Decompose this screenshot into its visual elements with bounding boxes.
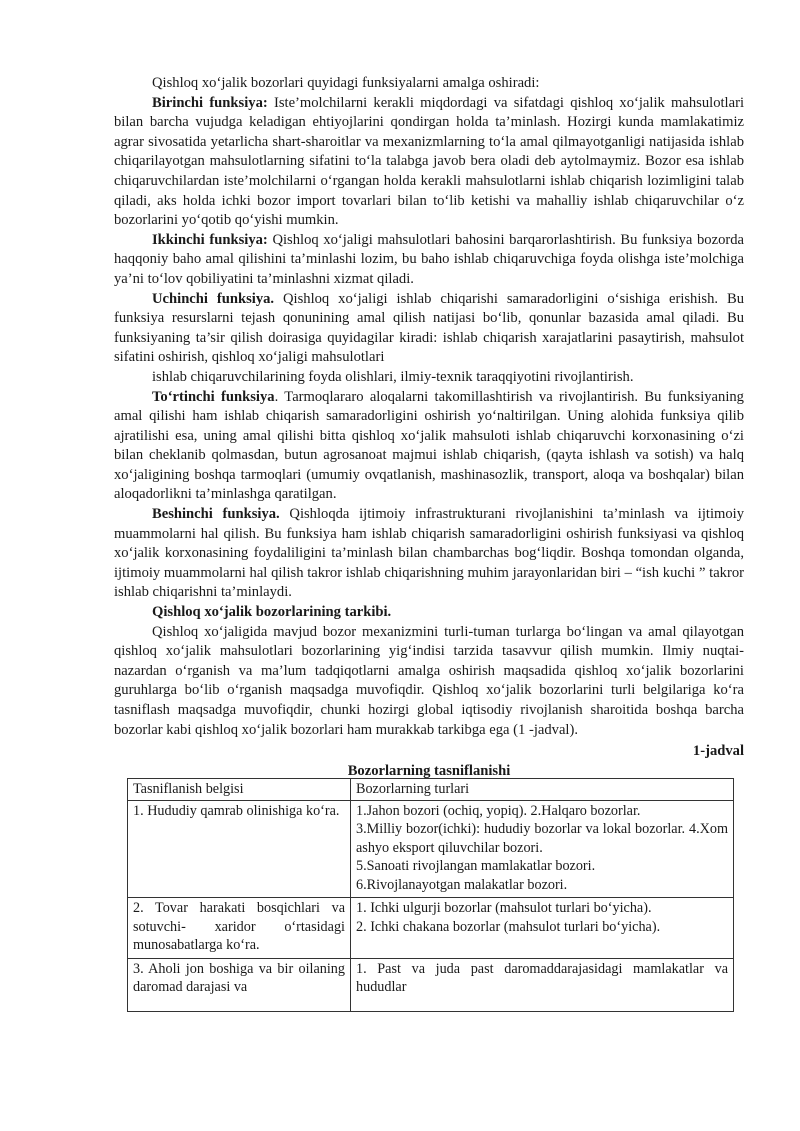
function-1-title: Birinchi funksiya: xyxy=(152,94,268,111)
classification-table xyxy=(127,778,734,1012)
table-cell-types xyxy=(351,958,734,1011)
table-cell-sign: 3. Aholi jon boshiga va bir oilaning daromad darajasi va xyxy=(128,958,351,1011)
market-type-item: 5.Sanoati rivojlangan mamlakatlar bozori. xyxy=(356,858,596,874)
function-2-title: Ikkinchi funksiya: xyxy=(152,231,268,248)
function-5-title: Beshinchi funksiya. xyxy=(152,506,280,523)
section-heading xyxy=(114,603,744,623)
table-cell-sign: 2. Tovar harakati bosqichlari va sotuvchi- xaridor o‘rtasidagi munosabatlarga ko‘ra. xyxy=(128,898,351,959)
function-4-title: To‘rtinchi funksiya xyxy=(152,388,275,405)
function-2-paragraph xyxy=(114,231,744,290)
market-type-item: 3.Milliy bozor(ichki): hududiy bozorlar va lokal bozorlar. 4.Xom ashyo eksport qiluvchilar bozori. xyxy=(356,821,728,856)
function-3-continuation: ishlab chiqaruvchilarining foyda olishlari, ilmiy-texnik taraqqiyotini rivojlantirish. xyxy=(152,368,634,385)
table-number: 1-jadval xyxy=(692,743,744,760)
market-type-item: 1.Jahon bozori (ochiq, yopiq). 2.Halqaro bozorlar. xyxy=(356,802,641,819)
function-3-paragraph xyxy=(114,290,744,368)
table-header-cell: Tasniflanish belgisi xyxy=(128,779,351,801)
table-row xyxy=(128,800,734,898)
function-5-text: Qishloqda ijtimoiy infrastrukturani rivojlanishini ta’minlash va ijtimoiy muammolarni hal qilish. Bu funksiya ham ishlab chiqarish samaradorligini oshirish funksiyasi va qishloq xo‘jalik korxonasining foydaliligini ta’minlash bilan chambarchas bog‘liqdir. Boshqa tomondan olganda, ijtimoiy muammolarni hal qilish takror ishlab chiqarishning muhim jarayonlaridan biri – “ish kuchi ” takror ishlab chiqarishni ta’minlaydi. xyxy=(114,506,744,601)
function-5-paragraph xyxy=(114,505,744,603)
table-title: Bozorlarning tasniflanishi xyxy=(347,762,511,779)
market-type-item: 6.Rivojlanayotgan malakatlar bozori. xyxy=(356,876,568,893)
table-row xyxy=(128,898,734,959)
intro-paragraph: Qishloq xo‘jalik bozorlari quyidagi funksiyalarni amalga oshiradi: xyxy=(152,75,540,91)
market-type-item: 1. Past va juda past daromaddarajasidagi mamlakatlar va hududlar xyxy=(356,960,728,995)
structure-paragraph: Qishloq xo‘jaligida mavjud bozor mexanizmini turli-tuman turlarga bo‘lingan va amal qilayotgan qishloq xo‘jalik mahsulotlari bozorlarining yig‘indisi tarzida tasavvur qilish mumkin. Ilmiy nuqtai-nazardan o‘rganish va ma’lum tadqiqotlarni amalga oshirish maqsadida qishloq xo‘jalik bozorlarini guruhlarga bo‘lib o‘rganish maqsadga muvofiqdir. Qishloq xo‘jalik bozorlarini turli belgilariga ko‘ra tasniflash maqsadga muvofiqdir, chunki hozirgi global iqtisodiy rivojlanish sharoitida boshqa barcha bozorlar kabi qishloq xo‘jalik bozorlari ham murakkab tarkibga ega (1 -jadval). xyxy=(114,623,744,738)
table-cell-sign: 1. Hududiy qamrab olinishiga ko‘ra. xyxy=(128,800,351,898)
table-row xyxy=(128,958,734,1011)
function-4-text: . Tarmoqlararo aloqalarni takomillashtirish va rivojlantirish. Bu funksiyaning amal qilishi ham ishlab chiqarish samaradorligini oshirish yo‘naltirilgan. Uning alohida funksiya qilib ajratilishi esa, uning amal qilishi bitta qishloq xo‘jalik mahsuloti ishlab chiqaruvchi korxonasining o‘zi bilan cheklanib qolmasdan, butun agrosanoat majmui ishlab chiqarish, (qayta ishlash va sotish) va halq xo‘jaligining boshqa tarmoqlari (umumiy ovqatlanish, mashinasozlik, transport, aloqa va boshqalar) bilan aloqadorlikni ta’minlashga qaratilgan. xyxy=(114,388,744,503)
market-type-item: 1. Ichki ulgurji bozorlar (mahsulot turlari bo‘yicha). xyxy=(356,900,652,916)
function-1-paragraph xyxy=(114,94,744,231)
table-cell-types xyxy=(351,800,734,898)
function-4-paragraph xyxy=(114,388,744,506)
market-type-item: 2. Ichki chakana bozorlar (mahsulot turlari bo‘yicha). xyxy=(356,918,661,935)
function-1-text: Iste’molchilarni kerakli miqdordagi va sifatdagi qishloq xo‘jalik mahsulotlari bilan barcha vujudga keladigan ehtiyojlarini qondirgan holda ta’minlash. Hozirgi kunda mamlakatimiz agrar sivosatida yetarlicha shart-sharoitlar va mexanizmlarning to‘la amal qilmayotganligi natijasida ishlab chiqarilayotgan mahsulotlarning sifatini to‘la talabga javob bera oladi deb aytolmaymiz. Bozor esa ishlab chiqaruvchilardan iste’molchilarni o‘rgangan holda kerakli mahsulotlarni ishlab chiqarish lozimligini talab qiladi, aks holda ichki bozor import tovarlari bilan to‘lib ketishi va mahalliy ishlab chiqaruvchilar o‘z bozorlarini yo‘qotib qo‘yishi mumkin. xyxy=(114,94,744,229)
document-body xyxy=(114,74,744,781)
table-cell-types xyxy=(351,898,734,959)
function-3-text: Qishloq xo‘jaligi ishlab chiqarishi samaradorligini o‘sishiga erishish. Bu funksiya resurslarni tejash qonunining amal qilish natijasi bo‘lib, qonunlar bazasida amal qiladi. Bu funksiyaning ta’sir qilish doirasiga quyidagilar kiradi: ishlab chiqarish xarajatlarini pasaytirish, mahsulot sifatini oshirish, qishloq xo‘jaligi mahsulotlari xyxy=(114,290,744,366)
structure-heading: Qishloq xo‘jalik bozorlarining tarkibi. xyxy=(152,604,392,621)
table-header-row xyxy=(128,779,734,801)
function-2-text: Qishloq xo‘jaligi mahsulotlari bahosini barqarorlashtirish. Bu funksiya bozorda haqqoniy baho amal qilishini ta’minlashi lozim, bu baho ishlab chiqaruvchiga foyda olishga iste’molchiga ya’ni to‘lov qobiliyatini ta’minlashni xizmat qiladi. xyxy=(114,231,744,287)
function-3-title: Uchinchi funksiya. xyxy=(152,290,275,307)
table-header-cell: Bozorlarning turlari xyxy=(351,779,734,801)
